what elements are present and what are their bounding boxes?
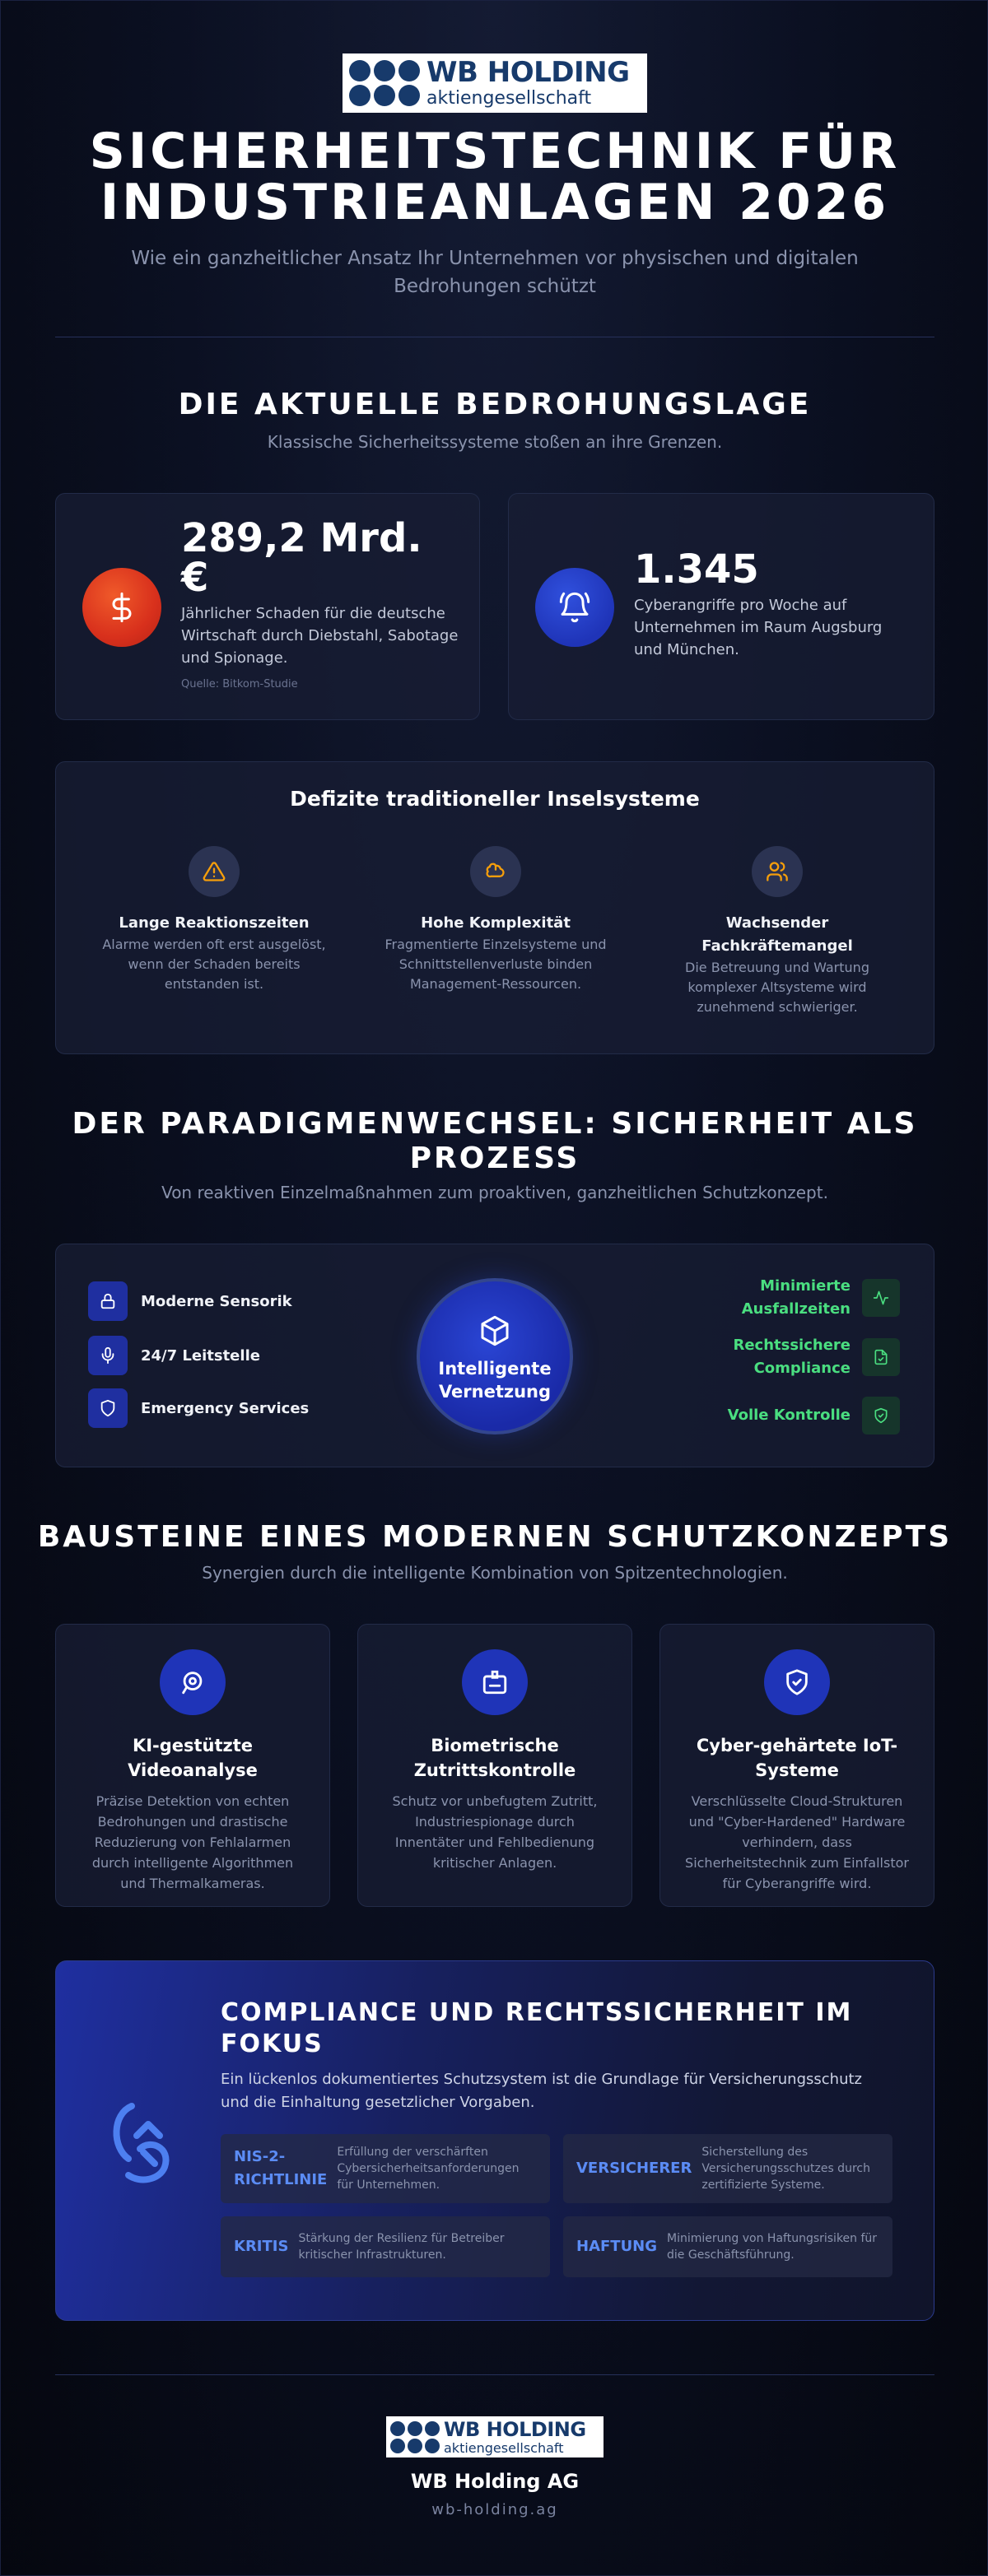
hub-label — [420, 1357, 570, 1403]
block-name — [383, 1733, 607, 1783]
company-logo[interactable] — [343, 53, 647, 113]
microphone-icon — [88, 1336, 128, 1375]
deficit-name: Lange Reaktionszeiten — [119, 914, 310, 932]
hub-label-line-1: Intelligente — [438, 1359, 552, 1379]
document-check-icon — [862, 1338, 900, 1376]
compliance-item-key: HAFTUNG — [576, 2238, 658, 2255]
compliance-item-liability — [563, 2216, 892, 2277]
compliance-item-key-line-1: NIS-2- — [234, 2148, 286, 2165]
stat-value-damage: 289,2 Mrd. € — [181, 515, 422, 601]
bell-icon — [535, 568, 614, 647]
block-name — [685, 1733, 909, 1783]
stat-desc-attacks: Cyberangriffe pro Woche auf Unternehmen im Raum Augsburg und München. — [634, 597, 883, 658]
section-subtitle-paradigm: Von reaktiven Einzelmaßnahmen zum proaktiven, ganzheitlichen Schutzkonzept. — [161, 1183, 828, 1202]
logo-mark-icon — [386, 2418, 444, 2457]
deficit-name: Hohe Komplexität — [421, 914, 571, 932]
footer-logo[interactable] — [386, 2416, 604, 2457]
deficit-complexity — [372, 846, 619, 994]
compliance-item-key-line-2: RICHTLINIE — [234, 2171, 328, 2188]
id-badge-icon — [462, 1649, 528, 1715]
logo-subtitle: aktiengesellschaft — [444, 2442, 586, 2455]
section-title-paradigm-line-2: PROZESS — [409, 1142, 580, 1175]
benefit-label: Volle Kontrolle — [727, 1407, 851, 1424]
deficits-title: Defizite traditioneller Inselsysteme — [290, 787, 700, 811]
logo-brand: WB HOLDING — [426, 56, 630, 89]
hub-intelligent-networking — [417, 1278, 573, 1434]
block-name — [81, 1733, 305, 1783]
benefit-compliance — [733, 1334, 900, 1380]
compliance-item-key — [234, 2146, 327, 2192]
stat-value-attacks: 1.345 — [634, 546, 759, 593]
compliance-item-insurer — [563, 2134, 892, 2203]
deficit-name: Wachsender Fachkräftemangel — [701, 914, 853, 955]
block-access-control — [357, 1624, 632, 1907]
shield-check-icon — [764, 1649, 830, 1715]
block-name-line-1: Cyber-gehärtete IoT- — [696, 1736, 898, 1755]
block-text: Präzise Detektion von echten Bedrohungen und drastische Reduzierung von Fehlalarmen durch intelligente Algorithmen und Thermalkameras. — [91, 1793, 294, 1891]
compliance-card — [55, 1960, 934, 2321]
block-name-line-1: Biometrische — [431, 1736, 559, 1755]
camera-search-icon — [160, 1649, 226, 1715]
benefit-label — [742, 1275, 851, 1321]
compliance-item-text: Stärkung der Resilienz für Betreiber kritischer Infrastrukturen. — [298, 2232, 505, 2262]
handshake-icon — [107, 2098, 178, 2192]
block-iot-systems — [659, 1624, 934, 1907]
block-video-analysis — [55, 1624, 330, 1907]
benefit-downtime — [742, 1275, 900, 1321]
compliance-item-kritis — [221, 2216, 550, 2277]
block-text: Schutz vor unbefugtem Zutritt, Industriespionage durch Innentäter und Fehlbedienung kritischer Anlagen. — [392, 1793, 598, 1871]
compliance-title — [221, 1997, 852, 2060]
section-subtitle-threat: Klassische Sicherheitssysteme stoßen an ihre Grenzen. — [267, 432, 723, 452]
section-subtitle-building-blocks: Synergien durch die intelligente Kombination von Spitzentechnologien. — [202, 1563, 788, 1583]
compliance-title-line-1: COMPLIANCE UND RECHTSSICHERHEIT IM — [221, 1998, 853, 2027]
stat-source: Quelle: Bitkom-Studie — [181, 678, 298, 690]
input-label: Emergency Services — [141, 1399, 310, 1417]
hub-label-line-2: Vernetzung — [438, 1382, 552, 1402]
benefit-label — [733, 1334, 851, 1380]
deficit-text: Alarme werden oft erst ausgelöst, wenn der Schaden bereits entstanden ist. — [102, 937, 326, 992]
users-icon — [752, 846, 803, 897]
page-title — [1, 123, 988, 231]
compliance-item-text: Erfüllung der verschärften Cybersicherheitsanforderungen für Unternehmen. — [337, 2146, 520, 2192]
brain-icon — [470, 846, 521, 897]
stat-card-damage — [55, 493, 480, 720]
deficit-skills-shortage — [654, 846, 901, 1017]
deficits-card — [55, 761, 934, 1054]
input-control-center — [88, 1336, 260, 1375]
logo-subtitle: aktiengesellschaft — [426, 90, 630, 108]
section-title-building-blocks: BAUSTEINE EINES MODERNEN SCHUTZKONZEPTS — [37, 1520, 953, 1554]
input-sensors — [88, 1281, 292, 1321]
page-lead: Wie ein ganzheitlicher Ansatz Ihr Unternehmen vor physischen und digitalen Bedrohungen schützt — [131, 248, 859, 297]
input-label: 24/7 Leitstelle — [141, 1346, 260, 1365]
logo-mark-icon — [343, 55, 426, 111]
stat-card-attacks — [508, 493, 934, 720]
shield-check-icon — [862, 1397, 900, 1434]
dollar-icon — [82, 568, 161, 647]
compliance-item-key: KRITIS — [234, 2238, 289, 2255]
benefit-label-line-2: Ausfallzeiten — [741, 1300, 851, 1318]
block-name-line-1: KI-gestützte — [132, 1736, 254, 1755]
divider — [55, 2374, 934, 2375]
lock-icon — [88, 1281, 128, 1321]
compliance-item-nis2 — [221, 2134, 550, 2203]
section-title-paradigm — [1, 1107, 988, 1176]
deficit-reaction-time — [91, 846, 338, 994]
page-title-line-1: SICHERHEITSTECHNIK FÜR — [89, 123, 901, 180]
benefit-control — [728, 1397, 900, 1434]
warning-icon — [189, 846, 240, 897]
cube-icon — [420, 1314, 570, 1351]
section-title-paradigm-line-1: DER PARADIGMENWECHSEL: SICHERHEIT ALS — [72, 1107, 918, 1141]
compliance-item-text: Sicherstellung des Versicherungsschutzes durch zertifizierte Systeme. — [701, 2146, 870, 2192]
block-name-line-2: Videoanalyse — [128, 1760, 258, 1780]
compliance-title-line-2: FOKUS — [221, 2030, 324, 2058]
deficit-text: Die Betreuung und Wartung komplexer Altsysteme wird zunehmend schwieriger. — [685, 960, 869, 1015]
section-title-threat: DIE AKTUELLE BEDROHUNGSLAGE — [178, 388, 812, 421]
benefit-label-line-2: Compliance — [753, 1360, 851, 1377]
compliance-item-text: Minimierung von Haftungsrisiken für die Geschäftsführung. — [667, 2232, 878, 2262]
input-emergency-services — [88, 1388, 309, 1428]
page-title-line-2: INDUSTRIEANLAGEN 2026 — [100, 174, 890, 231]
input-label: Moderne Sensorik — [141, 1292, 292, 1310]
benefit-label-line-1: Minimierte — [760, 1277, 851, 1295]
deficit-text: Fragmentierte Einzelsysteme und Schnittstellenverluste binden Management-Ressourcen. — [384, 937, 607, 992]
compliance-text: Ein lückenlos dokumentiertes Schutzsystem ist die Grundlage für Versicherungsschutz und die Einhaltung gesetzlicher Vorgaben. — [221, 2071, 862, 2111]
block-text: Verschlüsselte Cloud-Strukturen und "Cyber-Hardened" Hardware verhindern, dass Sicherheitstechnik zum Einfallstor für Cyberangriffe wird. — [685, 1793, 909, 1891]
stat-desc-damage: Jährlicher Schaden für die deutsche Wirtschaft durch Diebstahl, Sabotage und Spionage. — [181, 605, 459, 667]
compliance-item-key: VERSICHERER — [576, 2160, 692, 2177]
shield-icon — [88, 1388, 128, 1428]
benefit-label-line-1: Rechtssichere — [733, 1337, 851, 1354]
activity-icon — [862, 1279, 900, 1317]
block-name-line-2: Zutrittskontrolle — [413, 1760, 576, 1780]
block-name-line-2: Systeme — [755, 1760, 839, 1780]
logo-brand: WB HOLDING — [444, 2417, 586, 2441]
footer-website-link[interactable]: wb-holding.ag — [431, 2501, 558, 2518]
footer-company-name: WB Holding AG — [410, 2470, 580, 2493]
